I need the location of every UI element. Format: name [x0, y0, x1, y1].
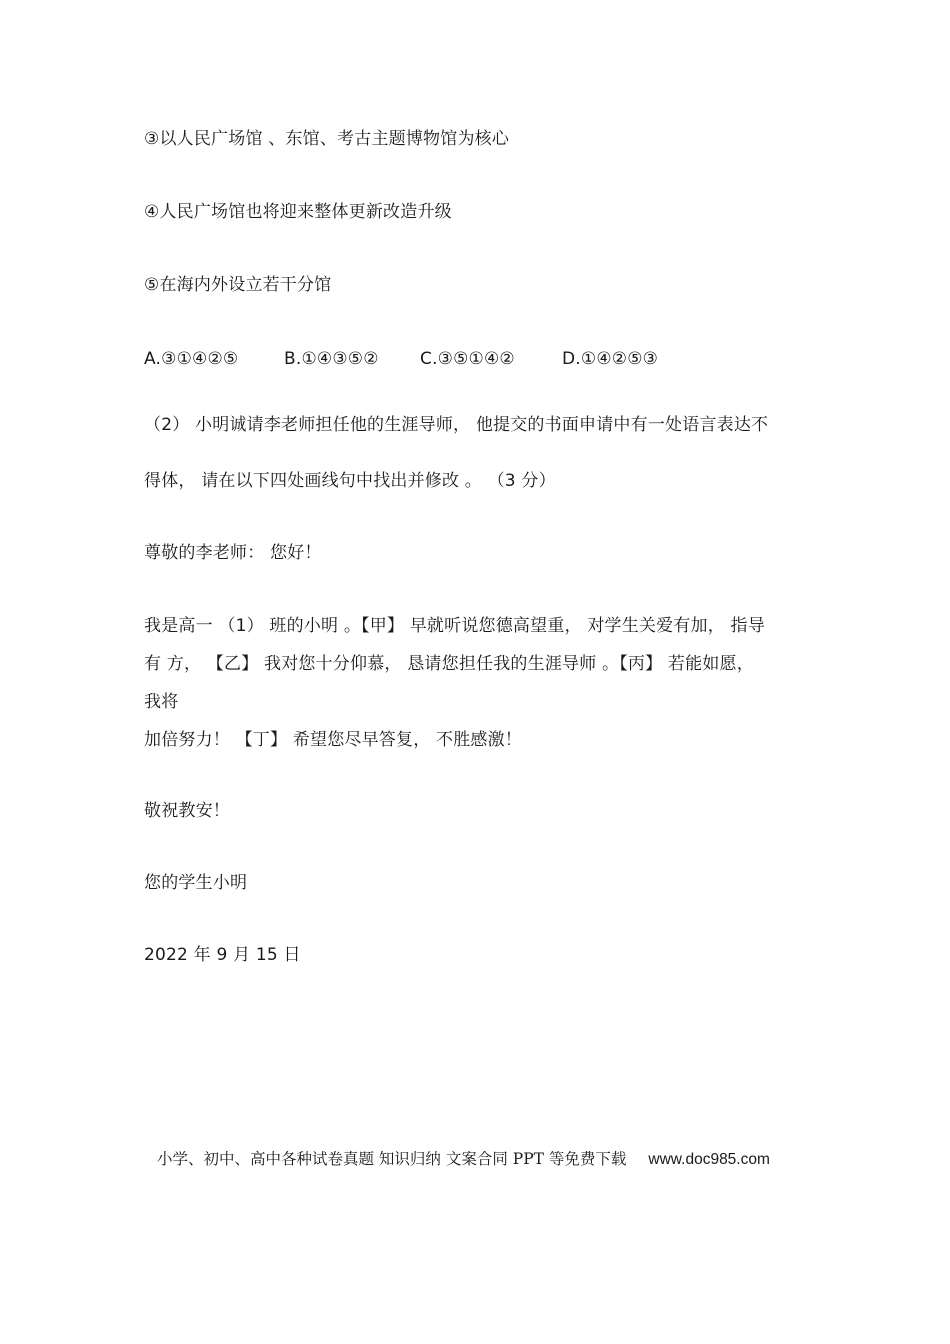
answer-choices — [144, 347, 658, 371]
choice-a: A.③①④②⑤ — [144, 349, 239, 369]
letter-body-line-3: 我将 — [144, 692, 179, 712]
letter-signature: 您的学生小明 — [144, 873, 248, 893]
page-footer — [157, 1148, 770, 1171]
letter-salutation: 尊敬的李老师： 您好！ — [144, 543, 322, 563]
option-item-3: ③以人民广场馆 、东馆、考古主题博物馆为核心 — [144, 129, 510, 149]
choice-d: D.①④②⑤③ — [562, 349, 659, 369]
letter-closing: 敬祝教安！ — [144, 801, 230, 821]
letter-body-line-2: 有 方， 【乙】 我对您十分仰慕， 恳请您担任我的生涯导师 。【丙】 若能如愿， — [144, 654, 754, 674]
letter-body-line-4: 加倍努力！ 【丁】 希望您尽早答复， 不胜感激！ — [144, 730, 523, 750]
option-item-5: ⑤在海内外设立若干分馆 — [144, 275, 332, 295]
question-2-line-1: （2） 小明诚请李老师担任他的生涯导师， 他提交的书面申请中有一处语言表达不 — [144, 415, 769, 435]
choice-b: B.①④③⑤② — [284, 349, 379, 369]
footer-text: 小学、初中、高中各种试卷真题 知识归纳 文案合同 PPT 等免费下载 — [157, 1150, 627, 1168]
footer-url[interactable]: www.doc985.com — [648, 1151, 770, 1168]
letter-date: 2022 年 9 月 15 日 — [144, 945, 301, 965]
letter-body-line-1: 我是高一 （1） 班的小明 。【甲】 早就听说您德高望重， 对学生关爱有加， 指导 — [144, 616, 765, 636]
option-item-4: ④人民广场馆也将迎来整体更新改造升级 — [144, 202, 452, 222]
choice-c: C.③⑤①④② — [420, 349, 515, 369]
question-2-line-2: 得体， 请在以下四处画线句中找出并修改 。 （3 分） — [144, 471, 556, 491]
